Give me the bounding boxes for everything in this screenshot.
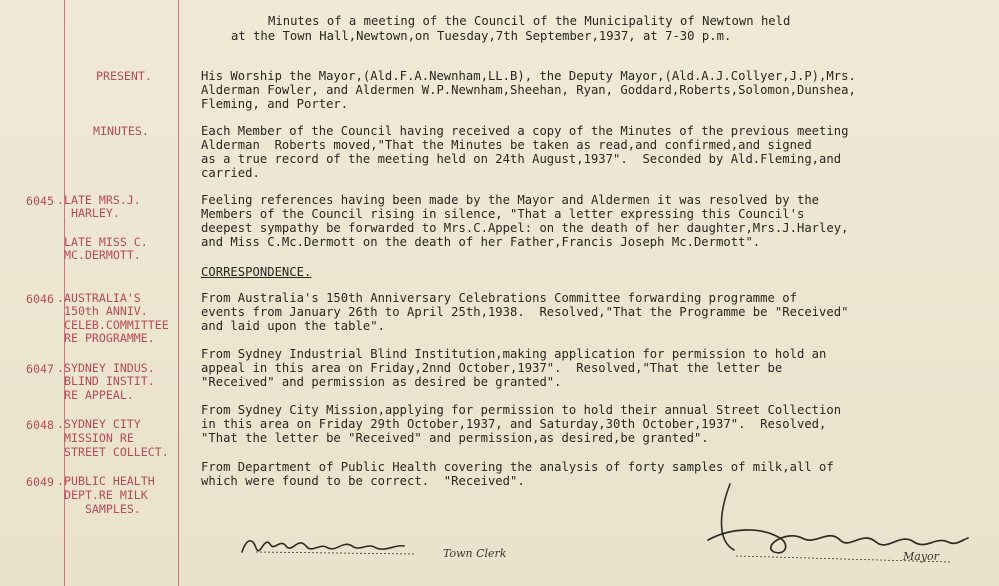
margin-6048-3: STREET COLLECT. [64, 445, 169, 459]
margin-6047-2: BLIND INSTIT. [64, 374, 155, 388]
margin-present: PRESENT. [96, 69, 152, 83]
present-line-1: His Worship the Mayor,(Ald.F.A.Newnham,LL.B), the Deputy Mayor,(Ald.A.J.Collyer,J.P),Mrs. [201, 69, 856, 83]
margin-6046-3: CELEB.COMMITTEE [64, 318, 169, 332]
margin-6046-4: RE PROGRAMME. [64, 331, 155, 345]
mission-line-2: in this area on Friday 29th October,1937, and Saturday,30th October,1937". Resolved, [201, 417, 827, 431]
sympathy-line-4: and Miss C.Mc.Dermott on the death of her Father,Francis Joseph Mc.Dermott". [201, 235, 761, 249]
minutes-line-2: Alderman Roberts moved,"That the Minutes be taken as read,and confirmed,and signed [201, 138, 812, 152]
margin-6046-1: .AUSTRALIA'S [57, 291, 141, 305]
town-clerk-label: Town Clerk [443, 547, 507, 560]
margin-6049-2: DEPT.RE MILK [64, 488, 148, 502]
blind-line-1: From Sydney Industrial Blind Institution,making application for permission to hold an [201, 347, 827, 361]
present-line-2: Alderman Fowler, and Aldermen W.P.Newnham,Sheehan, Ryan, Goddard,Roberts,Solomon,Dunshea, [201, 83, 856, 97]
minutes-line-4: carried. [201, 166, 260, 180]
ref-6049: 6049 [26, 475, 54, 489]
margin-6045-2: HARLEY. [64, 206, 120, 220]
australia-line-1: From Australia's 150th Anniversary Celebrations Committee forwarding programme of [201, 291, 797, 305]
australia-line-3: and laid upon the table". [201, 319, 385, 333]
blind-line-2: appeal in this area on Friday,2nnd October,1937". Resolved,"That the letter be [201, 361, 783, 375]
present-line-3: Fleming, and Porter. [201, 97, 349, 111]
mission-line-3: "That the letter be "Received" and permission,as desired,be granted". [201, 431, 709, 445]
margin-6047-1: .SYDNEY INDUS. [57, 361, 155, 375]
margin-rule-right [178, 0, 179, 586]
blind-line-3: "Received" and permission as desired be granted". [201, 375, 562, 389]
margin-minutes: MINUTES. [93, 124, 149, 138]
margin-6046-2: 150th ANNIV. [64, 304, 148, 318]
minutes-line-3: as a true record of the meeting held on 24th August,1937". Seconded by Ald.Fleming,and [201, 152, 842, 166]
ref-6047: 6047 [26, 362, 54, 376]
mission-line-1: From Sydney City Mission,applying for permission to hold their annual Street Collection [201, 403, 842, 417]
correspondence-heading: CORRESPONDENCE. [201, 265, 312, 279]
title-line-2: at the Town Hall,Newtown,on Tuesday,7th September,1937, at 7-30 p.m. [231, 29, 732, 43]
margin-6047-3: RE APPEAL. [64, 388, 134, 402]
australia-line-2: events from January 26th to April 25th,1938. Resolved,"That the Programme be "Received" [201, 305, 849, 319]
margin-6048-1: .SYDNEY CITY [57, 417, 141, 431]
sympathy-line-1: Feeling references having been made by the Mayor and Aldermen it was resolved by the [201, 193, 820, 207]
town-clerk-signature [236, 522, 446, 562]
margin-6049-3: SAMPLES. [64, 502, 141, 516]
ref-6048: 6048 [26, 418, 54, 432]
margin-6049-1: .PUBLIC HEALTH [57, 474, 155, 488]
sympathy-line-3: deepest sympathy be forwarded to Mrs.C.Appel: on the death of her daughter,Mrs.J.Harley, [201, 221, 849, 235]
mayor-label: Mayor [903, 550, 939, 563]
milk-line-2: which were found to be correct. "Received". [201, 474, 525, 488]
margin-6045-4: MC.DERMOTT. [64, 248, 141, 262]
title-line-1: Minutes of a meeting of the Council of the Municipality of Newtown held [268, 14, 791, 28]
sympathy-line-2: Members of the Council rising in silence, "That a letter expressing this Council's [201, 207, 805, 221]
margin-6048-2: MISSION RE [64, 431, 134, 445]
ref-6046: 6046 [26, 292, 54, 306]
milk-line-1: From Department of Public Health covering the analysis of forty samples of milk,all of [201, 460, 834, 474]
margin-6045-3: LATE MISS C. [64, 235, 148, 249]
minutes-line-1: Each Member of the Council having received a copy of the Minutes of the previous meeting [201, 124, 849, 138]
margin-6045-1: .LATE MRS.J. [57, 193, 141, 207]
ref-6045: 6045 [26, 194, 54, 208]
